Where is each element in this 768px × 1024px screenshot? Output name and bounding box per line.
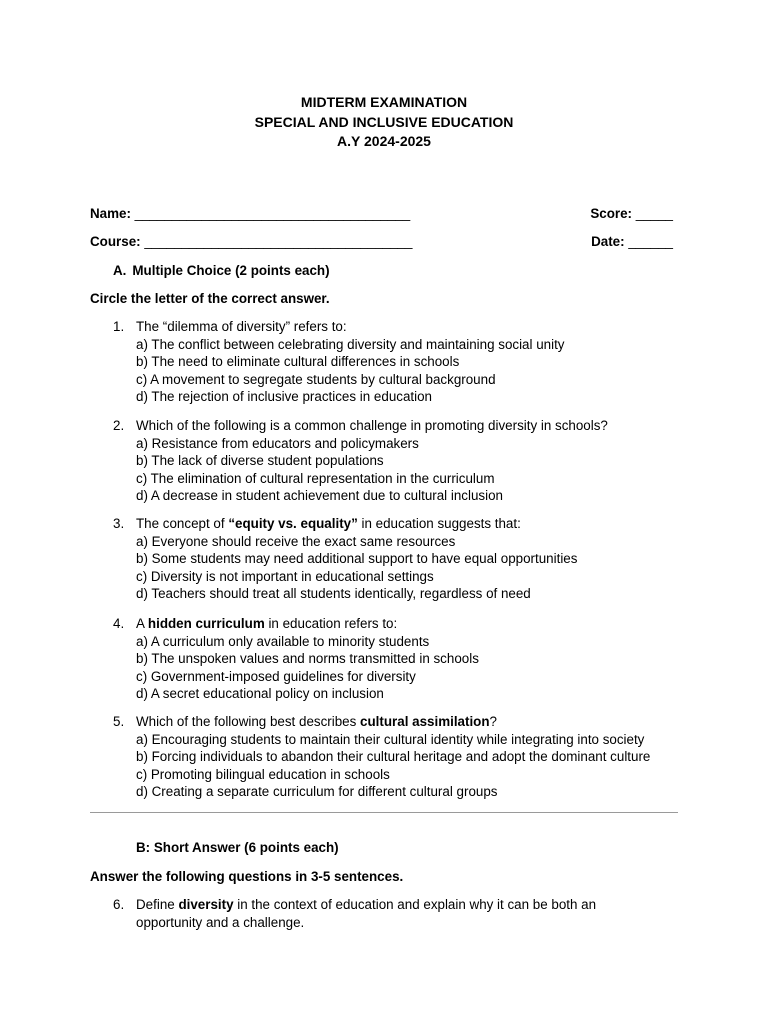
- section-a-instruction: Circle the letter of the correct answer.: [90, 291, 330, 306]
- answer-option-a[interactable]: a) Resistance from educators and policymakers: [136, 435, 419, 451]
- question-text-end: in the context of education and explain why it can be both an opportunity and a challenge.: [136, 897, 597, 930]
- answer-option-a[interactable]: a) Everyone should receive the exact same resources: [136, 533, 456, 549]
- answer-option-d[interactable]: d) A secret educational policy on inclusion: [136, 686, 384, 702]
- date-blank[interactable]: ______: [624, 234, 673, 249]
- answer-option-a[interactable]: a) The conflict between celebrating diversity and maintaining social unity: [136, 336, 565, 352]
- answer-option-c[interactable]: c) A movement to segregate students by cultural background: [136, 371, 496, 387]
- exam-title-line-3: A.Y 2024-2025: [337, 133, 431, 149]
- question-number: 2.: [113, 418, 125, 433]
- key-term: “equity vs. equality”: [228, 516, 358, 531]
- section-a-marker: A.: [113, 263, 127, 278]
- score-field: [590, 206, 673, 221]
- answer-option-d[interactable]: d) A decrease in student achievement due to cultural inclusion: [136, 488, 503, 504]
- section-b-heading: B: Short Answer (6 points each): [136, 840, 339, 855]
- question-number: 3.: [113, 516, 125, 531]
- exam-title-line-2: SPECIAL AND INCLUSIVE EDUCATION: [254, 113, 514, 130]
- section-a-title: Multiple Choice (2 points each): [132, 263, 330, 278]
- question-text-start: Define: [136, 897, 179, 912]
- score-blank[interactable]: _____: [632, 206, 673, 221]
- question-text-end: ?: [489, 714, 497, 729]
- question-text: [136, 515, 696, 533]
- course-field: [90, 234, 412, 249]
- answer-option-c[interactable]: c) The elimination of cultural representation in the curriculum: [136, 470, 495, 486]
- answer-option-c[interactable]: c) Promoting bilingual education in schools: [136, 766, 390, 782]
- answer-option-b[interactable]: b) Forcing individuals to abandon their cultural heritage and adopt the dominant culture: [136, 749, 651, 765]
- section-a-heading: [113, 263, 330, 278]
- key-term: diversity: [178, 897, 234, 912]
- question-text: [136, 713, 696, 731]
- question-number: 5.: [113, 714, 125, 729]
- course-label: Course:: [90, 234, 141, 249]
- question-number: 1.: [113, 319, 125, 334]
- answer-option-d[interactable]: d) Teachers should treat all students identically, regardless of need: [136, 586, 531, 602]
- answer-option-b[interactable]: b) The lack of diverse student populations: [136, 453, 384, 469]
- date-label: Date:: [591, 234, 625, 249]
- question-text-end: in education refers to:: [264, 616, 398, 631]
- question-text-start: Which of the following best describes: [136, 714, 361, 729]
- answer-option-d[interactable]: d) The rejection of inclusive practices in education: [136, 389, 432, 405]
- question-text-end: in education suggests that:: [357, 516, 521, 531]
- question-text-start: The concept of: [136, 516, 229, 531]
- exam-title: [0, 93, 768, 152]
- question-text: [136, 896, 636, 931]
- name-blank[interactable]: _____________________________________: [130, 206, 411, 221]
- answer-option-b[interactable]: b) The unspoken values and norms transmitted in schools: [136, 651, 479, 667]
- exam-title-line-1: MIDTERM EXAMINATION: [300, 94, 468, 110]
- question-number: 6.: [113, 897, 125, 912]
- answer-option-a[interactable]: a) A curriculum only available to minority students: [136, 633, 430, 649]
- question-text: [136, 615, 696, 633]
- question-text: The “dilemma of diversity” refers to:: [136, 319, 347, 334]
- course-date-row: [90, 234, 673, 254]
- name-score-row: [90, 206, 673, 226]
- answer-option-b[interactable]: b) Some students may need additional support to have equal opportunities: [136, 551, 578, 567]
- name-label: Name:: [90, 206, 131, 221]
- question-text-start: A: [136, 616, 148, 631]
- answer-option-d[interactable]: d) Creating a separate curriculum for different cultural groups: [136, 784, 498, 800]
- question-text: Which of the following is a common challenge in promoting diversity in schools?: [136, 418, 608, 433]
- answer-option-b[interactable]: b) The need to eliminate cultural differences in schools: [136, 354, 460, 370]
- section-b-instruction: Answer the following questions in 3-5 sentences.: [90, 869, 404, 884]
- answer-option-a[interactable]: a) Encouraging students to maintain their cultural identity while integrating into society: [136, 731, 645, 747]
- section-divider: [90, 812, 678, 813]
- answer-option-c[interactable]: c) Government-imposed guidelines for diversity: [136, 668, 416, 684]
- key-term: hidden curriculum: [147, 616, 265, 631]
- question-number: 4.: [113, 616, 125, 631]
- name-field: [90, 206, 410, 221]
- answer-option-c[interactable]: c) Diversity is not important in educational settings: [136, 568, 434, 584]
- date-field: [591, 234, 673, 249]
- key-term: cultural assimilation: [360, 714, 490, 729]
- course-blank[interactable]: ____________________________________: [140, 234, 413, 249]
- score-label: Score:: [590, 206, 633, 221]
